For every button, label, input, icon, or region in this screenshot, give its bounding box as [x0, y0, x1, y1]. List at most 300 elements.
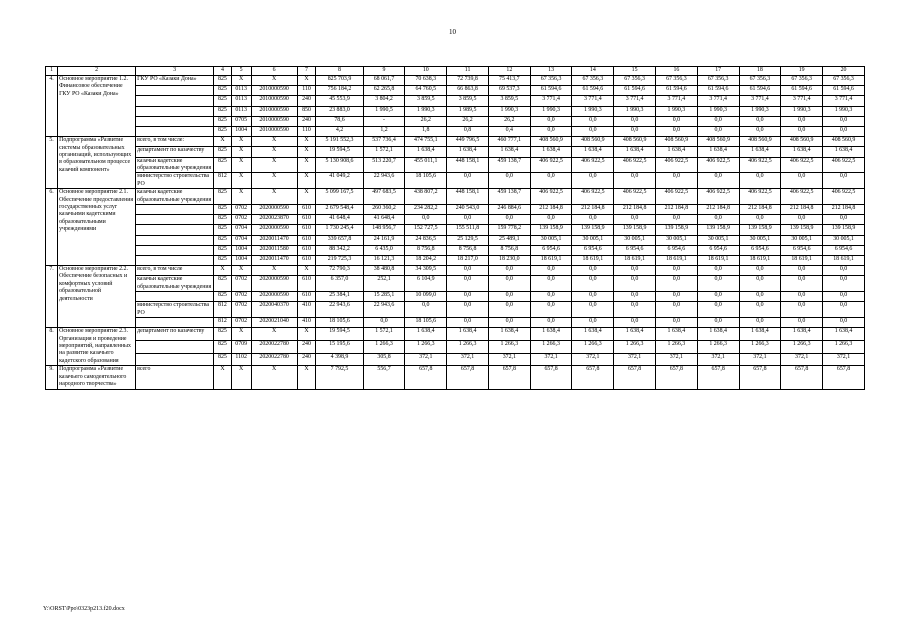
- budget-code: 240: [297, 340, 316, 353]
- amount-cell: 212 184,8: [739, 204, 781, 214]
- table-row: [46, 116, 865, 126]
- amount-cell: 0,0: [739, 276, 781, 292]
- amount-cell: 246 884,6: [488, 204, 530, 214]
- amount-cell: 234 282,2: [405, 204, 447, 214]
- amount-cell: 41 648,4: [363, 215, 405, 225]
- column-number: 1: [46, 67, 58, 76]
- amount-cell: 0,0: [823, 318, 865, 328]
- amount-cell: 406 922,5: [823, 189, 865, 205]
- amount-cell: 3 859,5: [488, 96, 530, 106]
- amount-cell: 657,8: [823, 366, 865, 389]
- amount-cell: 372,1: [614, 353, 656, 366]
- budget-code: Х: [251, 157, 297, 173]
- executor: всего, в том числе: [136, 266, 214, 276]
- amount-cell: 537 736,4: [363, 137, 405, 147]
- amount-cell: 159 778,2: [488, 225, 530, 235]
- amount-cell: 0,0: [530, 318, 572, 328]
- budget-code: Х: [214, 366, 232, 389]
- budget-code: Х: [231, 366, 251, 389]
- amount-cell: 657,8: [781, 366, 823, 389]
- budget-code: 0709: [231, 340, 251, 353]
- amount-cell: 18 619,1: [781, 255, 823, 265]
- amount-cell: 72 790,3: [316, 266, 363, 276]
- amount-cell: 15 285,1: [363, 292, 405, 302]
- amount-cell: 67 356,3: [697, 76, 739, 86]
- amount-cell: 219 725,3: [316, 255, 363, 265]
- footer-file-path: Y:\ORST\Ppo\0323p213.f20.docx: [43, 606, 125, 612]
- amount-cell: 0,0: [739, 173, 781, 189]
- column-number: 11: [447, 67, 489, 76]
- amount-cell: 1 990,3: [823, 106, 865, 116]
- amount-cell: 1 638,4: [656, 147, 698, 157]
- column-number: 16: [656, 67, 698, 76]
- amount-cell: 67 356,3: [739, 76, 781, 86]
- table-row: [46, 215, 865, 225]
- amount-cell: 0,0: [572, 292, 614, 302]
- amount-cell: 305,8: [363, 353, 405, 366]
- budget-code: Х: [297, 366, 316, 389]
- amount-cell: 0,0: [823, 302, 865, 318]
- amount-cell: 0,0: [781, 126, 823, 136]
- executor: всего, в том числе:: [136, 137, 214, 147]
- amount-cell: 61 594,6: [656, 86, 698, 96]
- amount-cell: 657,8: [530, 366, 572, 389]
- amount-cell: 1 266,3: [488, 340, 530, 353]
- amount-cell: 6 954,6: [614, 245, 656, 255]
- amount-cell: 0,0: [656, 266, 698, 276]
- amount-cell: 0,0: [614, 126, 656, 136]
- amount-cell: 474 755,1: [405, 137, 447, 147]
- amount-cell: 406 922,5: [530, 157, 572, 173]
- amount-cell: 0,0: [530, 302, 572, 318]
- budget-code: 0702: [231, 318, 251, 328]
- amount-cell: 0,0: [614, 292, 656, 302]
- amount-cell: 372,1: [447, 353, 489, 366]
- amount-cell: 1 990,3: [530, 106, 572, 116]
- budget-code: 610: [297, 204, 316, 214]
- amount-cell: 1 638,4: [447, 147, 489, 157]
- budget-code: 2020011580: [251, 245, 297, 255]
- amount-cell: 1 266,3: [697, 340, 739, 353]
- amount-cell: 1 572,1: [363, 328, 405, 341]
- budget-code: 825: [214, 225, 232, 235]
- amount-cell: 1 638,4: [405, 328, 447, 341]
- executor: [136, 235, 214, 245]
- amount-cell: 0,0: [656, 116, 698, 126]
- amount-cell: 0,0: [656, 292, 698, 302]
- amount-cell: 18 230,0: [488, 255, 530, 265]
- executor: [136, 245, 214, 255]
- amount-cell: 1 990,3: [614, 106, 656, 116]
- executor: министерство строительства РО: [136, 173, 214, 189]
- amount-cell: 38 480,8: [363, 266, 405, 276]
- amount-cell: 61 594,6: [697, 86, 739, 96]
- amount-cell: 657,8: [488, 366, 530, 389]
- amount-cell: 18 105,6: [316, 318, 363, 328]
- amount-cell: 0,0: [656, 276, 698, 292]
- amount-cell: 139 158,9: [823, 225, 865, 235]
- amount-cell: 1 638,4: [697, 147, 739, 157]
- budget-code: 1004: [231, 255, 251, 265]
- amount-cell: 70 638,3: [405, 76, 447, 86]
- amount-cell: 1 989,5: [447, 106, 489, 116]
- amount-cell: 657,8: [447, 366, 489, 389]
- amount-cell: 0,0: [488, 292, 530, 302]
- budget-code: 825: [214, 353, 232, 366]
- budget-code: Х: [231, 266, 251, 276]
- amount-cell: 18 619,1: [656, 255, 698, 265]
- amount-cell: 406 922,5: [614, 189, 656, 205]
- amount-cell: 406 922,5: [781, 157, 823, 173]
- amount-cell: 19 594,5: [316, 147, 363, 157]
- amount-cell: 16 121,3: [363, 255, 405, 265]
- budget-code: 825: [214, 292, 232, 302]
- amount-cell: 0,0: [447, 266, 489, 276]
- amount-cell: 152 727,5: [405, 225, 447, 235]
- amount-cell: 30 005,1: [530, 235, 572, 245]
- program-name: Основное мероприятие 2.2. Обеспечение безопасных и комфортных условий образовательной деятельности: [58, 266, 136, 328]
- executor: [136, 96, 214, 106]
- amount-cell: 406 922,5: [781, 189, 823, 205]
- amount-cell: 459 138,7: [488, 157, 530, 173]
- amount-cell: 1 266,3: [405, 340, 447, 353]
- program-name: Основное мероприятие 2.1. Обеспечение предоставления государственных услуг казачьими кадетскими образовательными учреждениями: [58, 189, 136, 266]
- budget-code: 410: [297, 318, 316, 328]
- table-row: [46, 328, 865, 341]
- amount-cell: 30 005,1: [823, 235, 865, 245]
- amount-cell: 0,0: [488, 266, 530, 276]
- table-row: [46, 173, 865, 189]
- amount-cell: 0,0: [739, 266, 781, 276]
- amount-cell: 497 683,5: [363, 189, 405, 205]
- amount-cell: 657,8: [572, 366, 614, 389]
- amount-cell: 7 792,5: [316, 366, 363, 389]
- amount-cell: 0,0: [572, 266, 614, 276]
- amount-cell: 0,0: [530, 266, 572, 276]
- amount-cell: 6 954,6: [530, 245, 572, 255]
- amount-cell: 23 883,0: [316, 106, 363, 116]
- budget-code: Х: [231, 147, 251, 157]
- amount-cell: 3 771,4: [530, 96, 572, 106]
- amount-cell: 0,0: [572, 215, 614, 225]
- table-row: [46, 137, 865, 147]
- amount-cell: 455 011,1: [405, 157, 447, 173]
- budget-code: Х: [297, 157, 316, 173]
- amount-cell: 372,1: [781, 353, 823, 366]
- budget-code: 610: [297, 225, 316, 235]
- budget-code: 825: [214, 106, 232, 116]
- budget-code: Х: [251, 189, 297, 205]
- amount-cell: 0,0: [739, 318, 781, 328]
- row-number: 4.: [46, 76, 58, 137]
- budget-code: Х: [214, 137, 232, 147]
- amount-cell: 22 943,6: [363, 173, 405, 189]
- amount-cell: 18 105,6: [405, 318, 447, 328]
- budget-code: 0705: [231, 116, 251, 126]
- amount-cell: 3 771,4: [572, 96, 614, 106]
- amount-cell: 139 158,9: [656, 225, 698, 235]
- amount-cell: 0,0: [447, 302, 489, 318]
- budget-code: 610: [297, 235, 316, 245]
- amount-cell: 61 594,6: [530, 86, 572, 96]
- amount-cell: 339 657,8: [316, 235, 363, 245]
- amount-cell: 10 099,0: [405, 292, 447, 302]
- amount-cell: 0,0: [781, 276, 823, 292]
- table-row: [46, 353, 865, 366]
- amount-cell: 0,0: [614, 173, 656, 189]
- amount-cell: 657,8: [656, 366, 698, 389]
- amount-cell: 1 266,3: [363, 340, 405, 353]
- amount-cell: 3 771,4: [739, 96, 781, 106]
- amount-cell: 61 594,6: [781, 86, 823, 96]
- budget-code: 825: [214, 255, 232, 265]
- amount-cell: 1 638,4: [739, 328, 781, 341]
- amount-cell: 0,0: [614, 318, 656, 328]
- amount-cell: 0,0: [697, 318, 739, 328]
- amount-cell: 8 756,8: [447, 245, 489, 255]
- amount-cell: 212 184,8: [572, 204, 614, 214]
- program-name: Основное мероприятие 1.2. Финансовое обеспечение ГКУ РО «Казаки Дона»: [58, 76, 136, 137]
- table-row: [46, 157, 865, 173]
- budget-code: 825: [214, 204, 232, 214]
- table-row: [46, 126, 865, 136]
- budget-code: 110: [297, 126, 316, 136]
- executor: [136, 255, 214, 265]
- amount-cell: 1 638,4: [530, 328, 572, 341]
- amount-cell: 67 356,3: [530, 76, 572, 86]
- amount-cell: 0,0: [697, 276, 739, 292]
- amount-cell: 18 619,1: [739, 255, 781, 265]
- amount-cell: 61 594,6: [739, 86, 781, 96]
- amount-cell: 1 638,4: [823, 328, 865, 341]
- budget-code: 825: [214, 215, 232, 225]
- budget-code: 2020011470: [251, 255, 297, 265]
- amount-cell: 22 943,6: [316, 302, 363, 318]
- amount-cell: 1 638,4: [572, 328, 614, 341]
- amount-cell: 372,1: [823, 353, 865, 366]
- amount-cell: 1 638,4: [614, 147, 656, 157]
- amount-cell: 372,1: [572, 353, 614, 366]
- amount-cell: 139 158,9: [572, 225, 614, 235]
- amount-cell: 408 560,9: [697, 137, 739, 147]
- amount-cell: 1 638,4: [739, 147, 781, 157]
- amount-cell: 0,0: [781, 292, 823, 302]
- amount-cell: 1 990,3: [781, 106, 823, 116]
- amount-cell: 0,0: [447, 276, 489, 292]
- amount-cell: 1 638,4: [823, 147, 865, 157]
- amount-cell: 0,0: [781, 302, 823, 318]
- budget-code: 2010000590: [251, 126, 297, 136]
- amount-cell: 3 771,4: [697, 96, 739, 106]
- amount-cell: 62 265,8: [363, 86, 405, 96]
- budget-code: 0704: [231, 225, 251, 235]
- amount-cell: 0,0: [447, 215, 489, 225]
- amount-cell: 6 954,6: [656, 245, 698, 255]
- amount-cell: 18 105,6: [405, 173, 447, 189]
- budget-code: 610: [297, 276, 316, 292]
- budget-code: 2020011470: [251, 235, 297, 245]
- amount-cell: 0,0: [781, 215, 823, 225]
- amount-cell: 0,0: [697, 266, 739, 276]
- amount-cell: 0,0: [614, 276, 656, 292]
- amount-cell: -: [363, 116, 405, 126]
- amount-cell: 212 184,8: [823, 204, 865, 214]
- amount-cell: 252,1: [363, 276, 405, 292]
- amount-cell: 0,0: [697, 292, 739, 302]
- column-number: 10: [405, 67, 447, 76]
- table-row: [46, 302, 865, 318]
- amount-cell: 0,0: [614, 302, 656, 318]
- executor: [136, 106, 214, 116]
- budget-code: Х: [231, 76, 251, 86]
- budget-code: 0113: [231, 96, 251, 106]
- amount-cell: 3 859,5: [447, 96, 489, 106]
- amount-cell: 1 638,4: [614, 328, 656, 341]
- page-number: 10: [449, 28, 456, 36]
- amount-cell: 6 954,6: [739, 245, 781, 255]
- table-row: [46, 147, 865, 157]
- amount-cell: 406 922,5: [739, 189, 781, 205]
- amount-cell: 1,8: [405, 126, 447, 136]
- amount-cell: 0,0: [697, 302, 739, 318]
- amount-cell: 1 730 245,4: [316, 225, 363, 235]
- amount-cell: 139 158,9: [739, 225, 781, 235]
- amount-cell: 0,0: [823, 116, 865, 126]
- budget-code: 825: [214, 116, 232, 126]
- executor: [136, 204, 214, 214]
- budget-code: 812: [214, 318, 232, 328]
- amount-cell: 6 357,0: [316, 276, 363, 292]
- amount-cell: 0,0: [488, 173, 530, 189]
- amount-cell: 0,0: [447, 173, 489, 189]
- amount-cell: 657,8: [405, 366, 447, 389]
- amount-cell: 30 005,1: [656, 235, 698, 245]
- amount-cell: 1 638,4: [656, 328, 698, 341]
- budget-code: 825: [214, 147, 232, 157]
- amount-cell: 155 511,8: [447, 225, 489, 235]
- amount-cell: 18 217,0: [447, 255, 489, 265]
- amount-cell: 460 777,1: [488, 137, 530, 147]
- header-row: [46, 67, 865, 76]
- executor: ГКУ РО «Казаки Дона»: [136, 76, 214, 86]
- table-row: [46, 76, 865, 86]
- amount-cell: 0,0: [572, 126, 614, 136]
- budget-code: 0113: [231, 106, 251, 116]
- amount-cell: 0,0: [614, 215, 656, 225]
- budget-code: Х: [251, 137, 297, 147]
- budget-code: 825: [214, 86, 232, 96]
- executor: [136, 215, 214, 225]
- amount-cell: 0,0: [823, 276, 865, 292]
- column-number: 2: [58, 67, 136, 76]
- budget-code: 812: [214, 302, 232, 318]
- amount-cell: 408 560,9: [739, 137, 781, 147]
- amount-cell: 0,0: [447, 292, 489, 302]
- amount-cell: 3 771,4: [614, 96, 656, 106]
- amount-cell: 408 560,9: [656, 137, 698, 147]
- amount-cell: 22 943,6: [363, 302, 405, 318]
- amount-cell: 67 356,3: [781, 76, 823, 86]
- amount-cell: 26,2: [405, 116, 447, 126]
- amount-cell: 0,0: [739, 116, 781, 126]
- executor: казачьи кадетские образовательные учреждения: [136, 276, 214, 292]
- budget-code: 0704: [231, 235, 251, 245]
- amount-cell: 4,2: [316, 126, 363, 136]
- executor: казачьи кадетские образовательные учреждения: [136, 157, 214, 173]
- amount-cell: 18 619,1: [823, 255, 865, 265]
- amount-cell: 45 553,9: [316, 96, 363, 106]
- amount-cell: 0,0: [656, 126, 698, 136]
- amount-cell: 0,0: [405, 215, 447, 225]
- executor: департамент по казачеству: [136, 328, 214, 341]
- amount-cell: 5 191 552,3: [316, 137, 363, 147]
- table-body: [46, 67, 865, 390]
- amount-cell: 34 309,5: [405, 266, 447, 276]
- amount-cell: 0,0: [530, 215, 572, 225]
- amount-cell: 1 990,3: [656, 106, 698, 116]
- amount-cell: 78,6: [316, 116, 363, 126]
- column-number: 14: [572, 67, 614, 76]
- budget-code: 2010000590: [251, 106, 297, 116]
- budget-code: 2010000590: [251, 86, 297, 96]
- budget-code: Х: [297, 173, 316, 189]
- budget-code: Х: [297, 328, 316, 341]
- amount-cell: 0,0: [572, 116, 614, 126]
- amount-cell: 406 922,5: [614, 157, 656, 173]
- budget-code: 825: [214, 340, 232, 353]
- budget-code: 812: [214, 173, 232, 189]
- amount-cell: 513 220,7: [363, 157, 405, 173]
- budget-code: 1004: [231, 126, 251, 136]
- budget-code: 0113: [231, 86, 251, 96]
- amount-cell: 657,8: [697, 366, 739, 389]
- amount-cell: 372,1: [656, 353, 698, 366]
- amount-cell: 68 061,7: [363, 76, 405, 86]
- amount-cell: 30 005,1: [572, 235, 614, 245]
- executor: [136, 86, 214, 96]
- amount-cell: 756 184,2: [316, 86, 363, 96]
- table-row: [46, 266, 865, 276]
- budget-code: 825: [214, 157, 232, 173]
- table-row: [46, 318, 865, 328]
- amount-cell: 406 922,5: [530, 189, 572, 205]
- amount-cell: 3 804,2: [363, 96, 405, 106]
- budget-code: 2010000590: [251, 96, 297, 106]
- budget-code: Х: [231, 189, 251, 205]
- amount-cell: 0,0: [488, 276, 530, 292]
- budget-code: 825: [214, 328, 232, 341]
- amount-cell: 0,0: [697, 215, 739, 225]
- amount-cell: 260 360,2: [363, 204, 405, 214]
- amount-cell: 1 572,1: [363, 147, 405, 157]
- amount-cell: 212 184,8: [656, 204, 698, 214]
- budget-code: Х: [214, 266, 232, 276]
- amount-cell: 240 543,0: [447, 204, 489, 214]
- executor: министерство строительства РО: [136, 302, 214, 318]
- executor: [136, 353, 214, 366]
- amount-cell: 67 356,3: [656, 76, 698, 86]
- column-number: 6: [251, 67, 297, 76]
- amount-cell: 72 739,8: [447, 76, 489, 86]
- amount-cell: 0,0: [739, 302, 781, 318]
- budget-code: Х: [251, 328, 297, 341]
- amount-cell: 1 990,3: [572, 106, 614, 116]
- amount-cell: 25 384,1: [316, 292, 363, 302]
- amount-cell: 0,0: [488, 318, 530, 328]
- table-row: [46, 292, 865, 302]
- executor: казачьи кадетские образовательные учреждения: [136, 189, 214, 205]
- amount-cell: 406 922,5: [656, 157, 698, 173]
